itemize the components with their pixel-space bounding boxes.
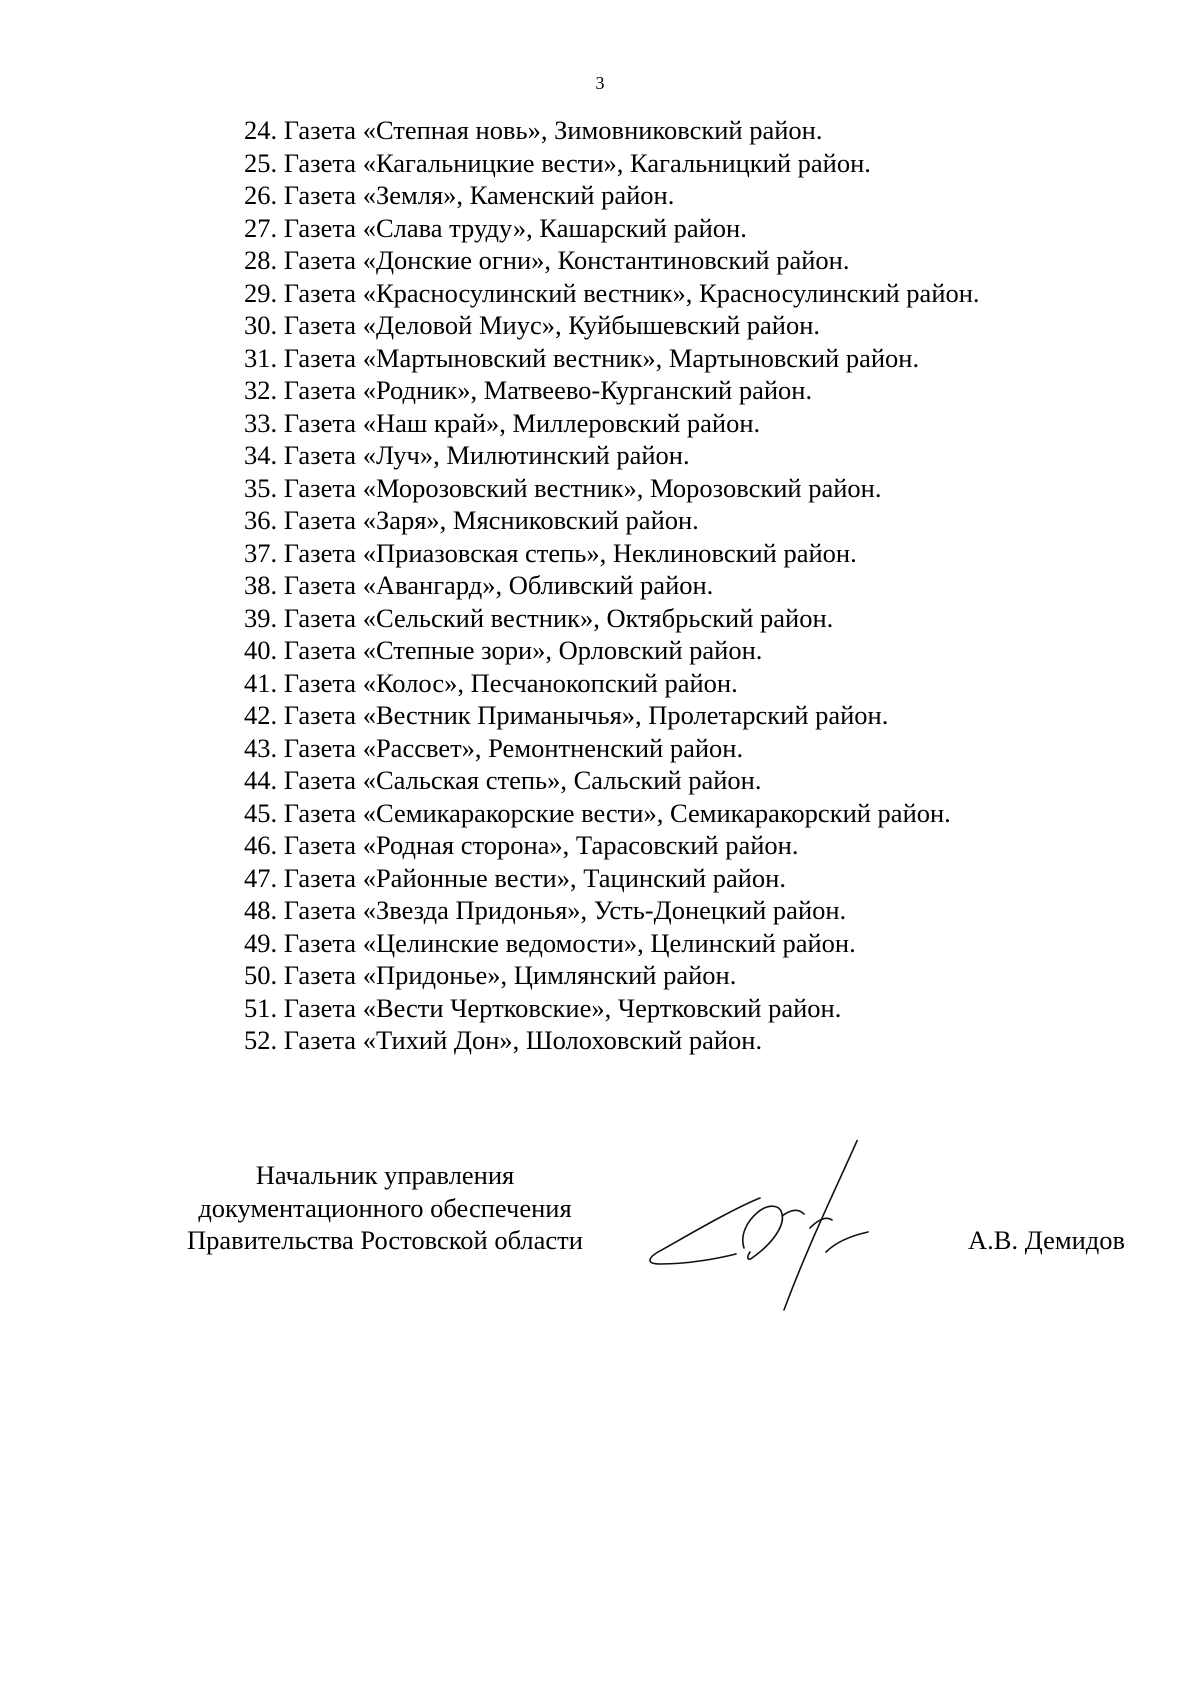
newspaper-list — [244, 114, 980, 1057]
list-item: 30. Газета «Деловой Миус», Куйбышевский район. — [244, 310, 821, 340]
list-item: 42. Газета «Вестник Приманычья», Пролетарский район. — [244, 700, 889, 730]
page-number: 3 — [595, 73, 605, 93]
list-item: 51. Газета «Вести Чертковские», Чертковский район. — [244, 992, 842, 1023]
list-item: 28. Газета «Донские огни», Константиновский район. — [244, 245, 850, 275]
list-item: 25. Газета «Кагальницкие вести», Кагальницкий район. — [244, 147, 871, 178]
position-line: документационного обеспечения — [198, 1192, 572, 1223]
list-item: 27. Газета «Слава труду», Кашарский район. — [244, 212, 747, 243]
list-item: 40. Газета «Степные зори», Орловский район. — [244, 635, 763, 665]
list-item: 47. Газета «Районные вести», Тацинский район. — [244, 862, 786, 893]
list-item: 26. Газета «Земля», Каменский район. — [244, 180, 675, 210]
list-item: 36. Газета «Заря», Мясниковский район. — [244, 505, 699, 535]
signatory-position — [150, 1159, 620, 1257]
list-item: 41. Газета «Колос», Песчанокопский район. — [244, 667, 738, 698]
list-item: 45. Газета «Семикаракорские вести», Семикаракорский район. — [244, 797, 951, 828]
list-item: 43. Газета «Рассвет», Ремонтненский район. — [244, 732, 744, 763]
signer-name: А.В. Демидов — [968, 1225, 1126, 1255]
list-item: 29. Газета «Красносулинский вестник», Красносулинский район. — [244, 277, 980, 308]
position-line: Правительства Ростовской области — [187, 1225, 583, 1255]
list-item: 49. Газета «Целинские ведомости», Целинский район. — [244, 927, 856, 958]
list-item: 38. Газета «Авангард», Обливский район. — [244, 570, 714, 600]
list-item: 31. Газета «Мартыновский вестник», Мартыновский район. — [244, 342, 920, 373]
list-item: 33. Газета «Наш край», Миллеровский район. — [244, 407, 761, 438]
list-item: 35. Газета «Морозовский вестник», Морозовский район. — [244, 472, 882, 503]
list-item: 34. Газета «Луч», Милютинский район. — [244, 440, 690, 470]
position-line: Начальник управления — [255, 1160, 515, 1190]
list-item: 37. Газета «Приазовская степь», Неклиновский район. — [244, 537, 857, 568]
list-item: 52. Газета «Тихий Дон», Шолоховский район. — [244, 1025, 763, 1055]
list-item: 24. Газета «Степная новь», Зимовниковский район. — [244, 115, 823, 145]
list-item: 46. Газета «Родная сторона», Тарасовский район. — [244, 830, 799, 860]
list-item: 50. Газета «Придонье», Цимлянский район. — [244, 960, 737, 990]
list-item: 48. Газета «Звезда Придонья», Усть-Донецкий район. — [244, 895, 847, 925]
handwritten-signature — [640, 1140, 940, 1320]
list-item: 44. Газета «Сальская степь», Сальский район. — [244, 765, 762, 795]
list-item: 39. Газета «Сельский вестник», Октябрьский район. — [244, 602, 834, 633]
list-item: 32. Газета «Родник», Матвеево-Курганский район. — [244, 375, 813, 405]
